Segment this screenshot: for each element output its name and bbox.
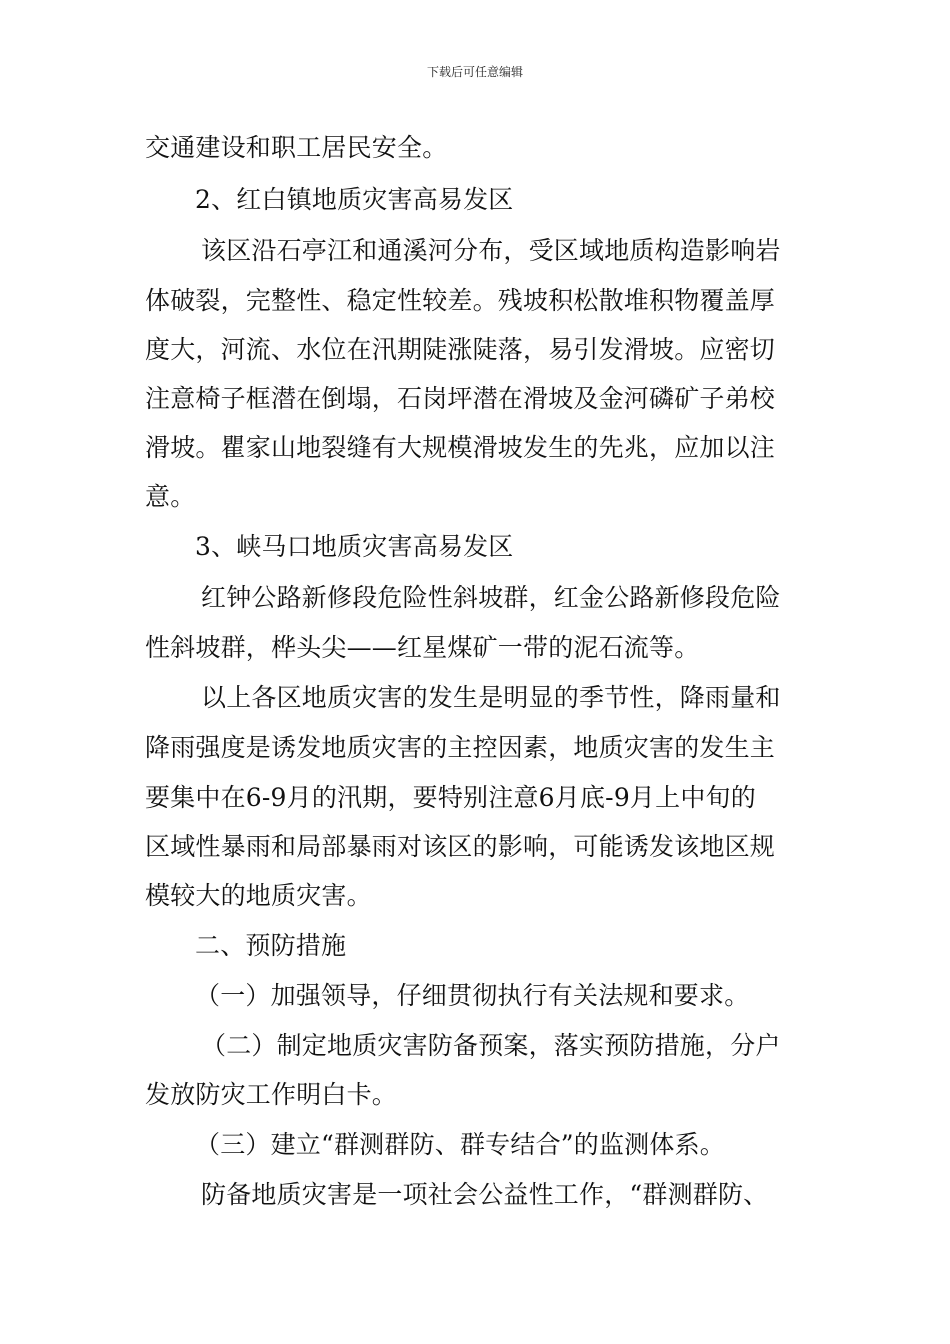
text-line: 红钟公路新修段危险性斜坡群，红金公路新修段危险	[201, 583, 781, 612]
text-line: 交通建设和职工居民安全。	[145, 133, 448, 162]
text-line: 要集中在6-9月的汛期，要特别注意6月底-9月上中旬的	[145, 783, 756, 812]
text-line: 发放防灾工作明白卡。	[145, 1080, 398, 1109]
text-line: 体破裂，完整性、稳定性较差。残坡积松散堆积物覆盖厚	[145, 286, 776, 315]
text-line: 降雨强度是诱发地质灾害的主控因素，地质灾害的发生主	[145, 733, 776, 762]
text-line: 该区沿石亭江和通溪河分布，受区域地质构造影响岩	[201, 236, 781, 265]
text-line: 区域性暴雨和局部暴雨对该区的影响，可能诱发该地区规	[145, 832, 776, 861]
page-header: 下载后可任意编辑	[426, 65, 523, 79]
text-line: 滑坡。瞿家山地裂缝有大规模滑坡发生的先兆，应加以注	[145, 433, 776, 462]
text-line: 以上各区地质灾害的发生是明显的季节性，降雨量和	[201, 683, 781, 712]
text-line: 防备地质灾害是一项社会公益性工作，“群测群防、	[201, 1180, 769, 1209]
section-heading: 3、峡马口地质灾害高易发区	[195, 532, 514, 561]
text-line: 度大，河流、水位在汛期陡涨陡落，易引发滑坡。应密切	[145, 335, 776, 364]
text-line: 注意椅子框潜在倒塌，石岗坪潜在滑坡及金河磷矿子弟校	[145, 384, 776, 413]
text-line: 意。	[145, 482, 196, 511]
section-heading: 2、红白镇地质灾害高易发区	[195, 185, 514, 214]
text-line: （三）建立“群测群防、群专结合”的监测体系。	[195, 1130, 725, 1159]
section-heading: 二、预防措施	[195, 931, 347, 960]
text-line: （二）制定地质灾害防备预案，落实预防措施，分户	[201, 1031, 781, 1060]
text-line: 模较大的地质灾害。	[145, 881, 372, 910]
text-line: 性斜坡群，桦头尖——红星煤矿一带的泥石流等。	[145, 633, 700, 662]
text-line: （一）加强领导，仔细贯彻执行有关法规和要求。	[195, 981, 750, 1010]
